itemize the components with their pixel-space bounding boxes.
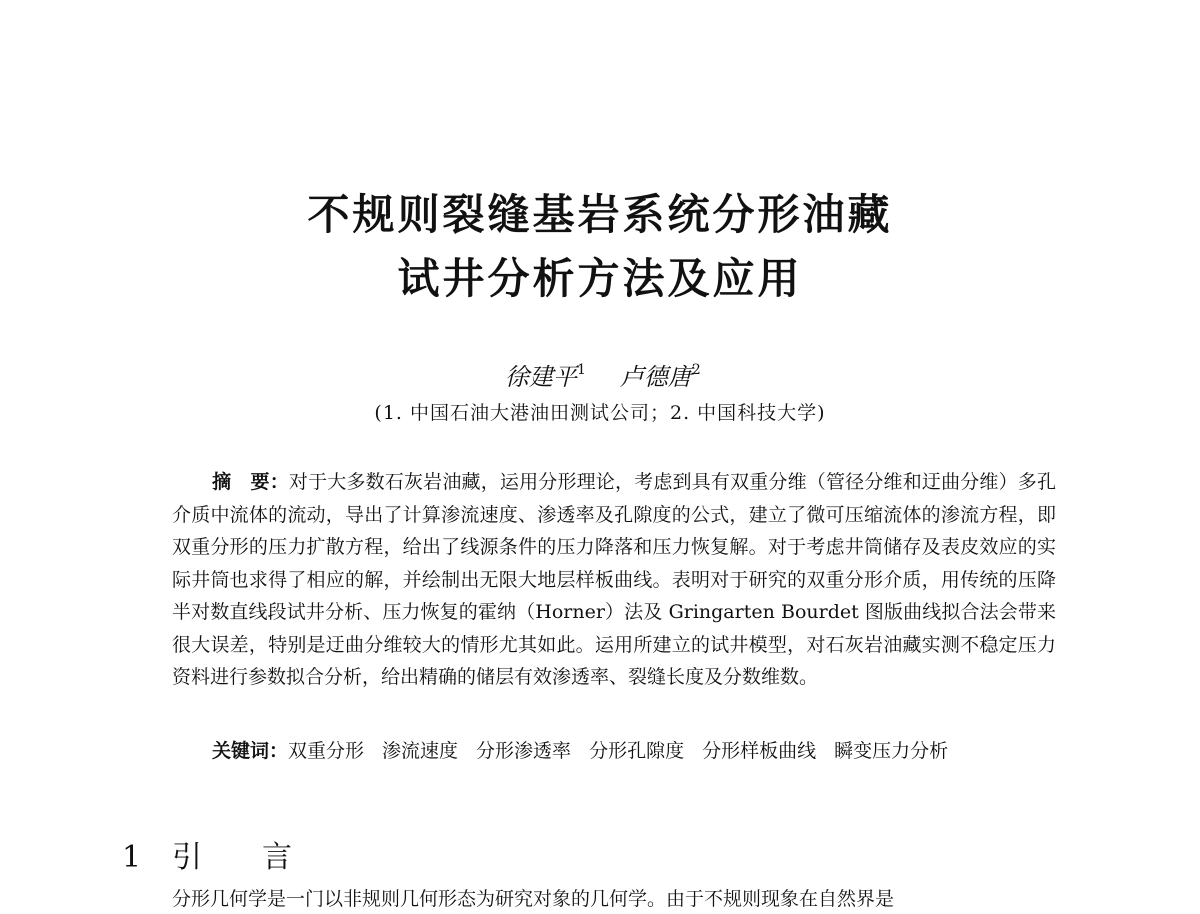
author-name: 卢德唐 <box>619 363 692 391</box>
author-affil-mark: 2 <box>691 362 701 378</box>
author-list <box>505 357 701 392</box>
affiliation: (1. 中国石油大港油田测试公司；2. 中国科技大学) <box>374 402 826 424</box>
section-number: 1 <box>122 840 142 875</box>
section-heading <box>122 832 292 876</box>
keywords-label: 关键词： <box>212 740 289 762</box>
keyword: 双重分形 <box>288 740 365 762</box>
keywords <box>212 736 966 763</box>
keyword: 瞬变压力分析 <box>834 740 949 762</box>
keyword: 分形渗透率 <box>476 740 572 762</box>
keyword: 渗流速度 <box>382 740 459 762</box>
paper-title-line-1: 不规则裂缝基岩系统分形油藏 <box>307 190 893 239</box>
section-title: 引 言 <box>172 840 292 875</box>
author-name: 徐建平 <box>505 363 577 391</box>
keyword: 分形样板曲线 <box>702 740 817 762</box>
paper-title-line-2: 试井分析方法及应用 <box>397 254 803 303</box>
author-affil-mark: 1 <box>577 362 586 378</box>
body-text-line: 分形几何学是一门以非规则几何形态为研究对象的几何学。由于不规则现象在自然界是 <box>172 888 895 910</box>
keyword: 分形孔隙度 <box>589 740 685 762</box>
abstract-text: 对于大多数石灰岩油藏，运用分形理论，考虑到具有双重分维（管径分维和迂曲分维）多孔介质中流体的流动，导出了计算渗流速度、渗透率及孔隙度的公式，建立了微可压缩流体的渗流方程，即双重分形的压力扩散方程，给出了线源条件的压力降落和压力恢复解。对于考虑井筒储存及表皮效应的实际井筒也求得了相应的解，并绘制出无限大地层样板曲线。表明对于研究的双重分形介质，用传统的压降半对数直线段试井分析、压力恢复的霍纳（Horner）法及 Gringarten Bourdet 图版曲线拟合法会带来很大误差，特别是迂曲分维较大的情形尤其如此。运用所建立的试井模型，对石灰岩油藏实测不稳定压力资料进行参数拟合分析，给出精确的储层有效渗透率、裂缝长度及分数维数。 <box>172 471 1056 688</box>
abstract-label: 摘 要： <box>212 471 289 493</box>
abstract <box>172 466 1056 694</box>
